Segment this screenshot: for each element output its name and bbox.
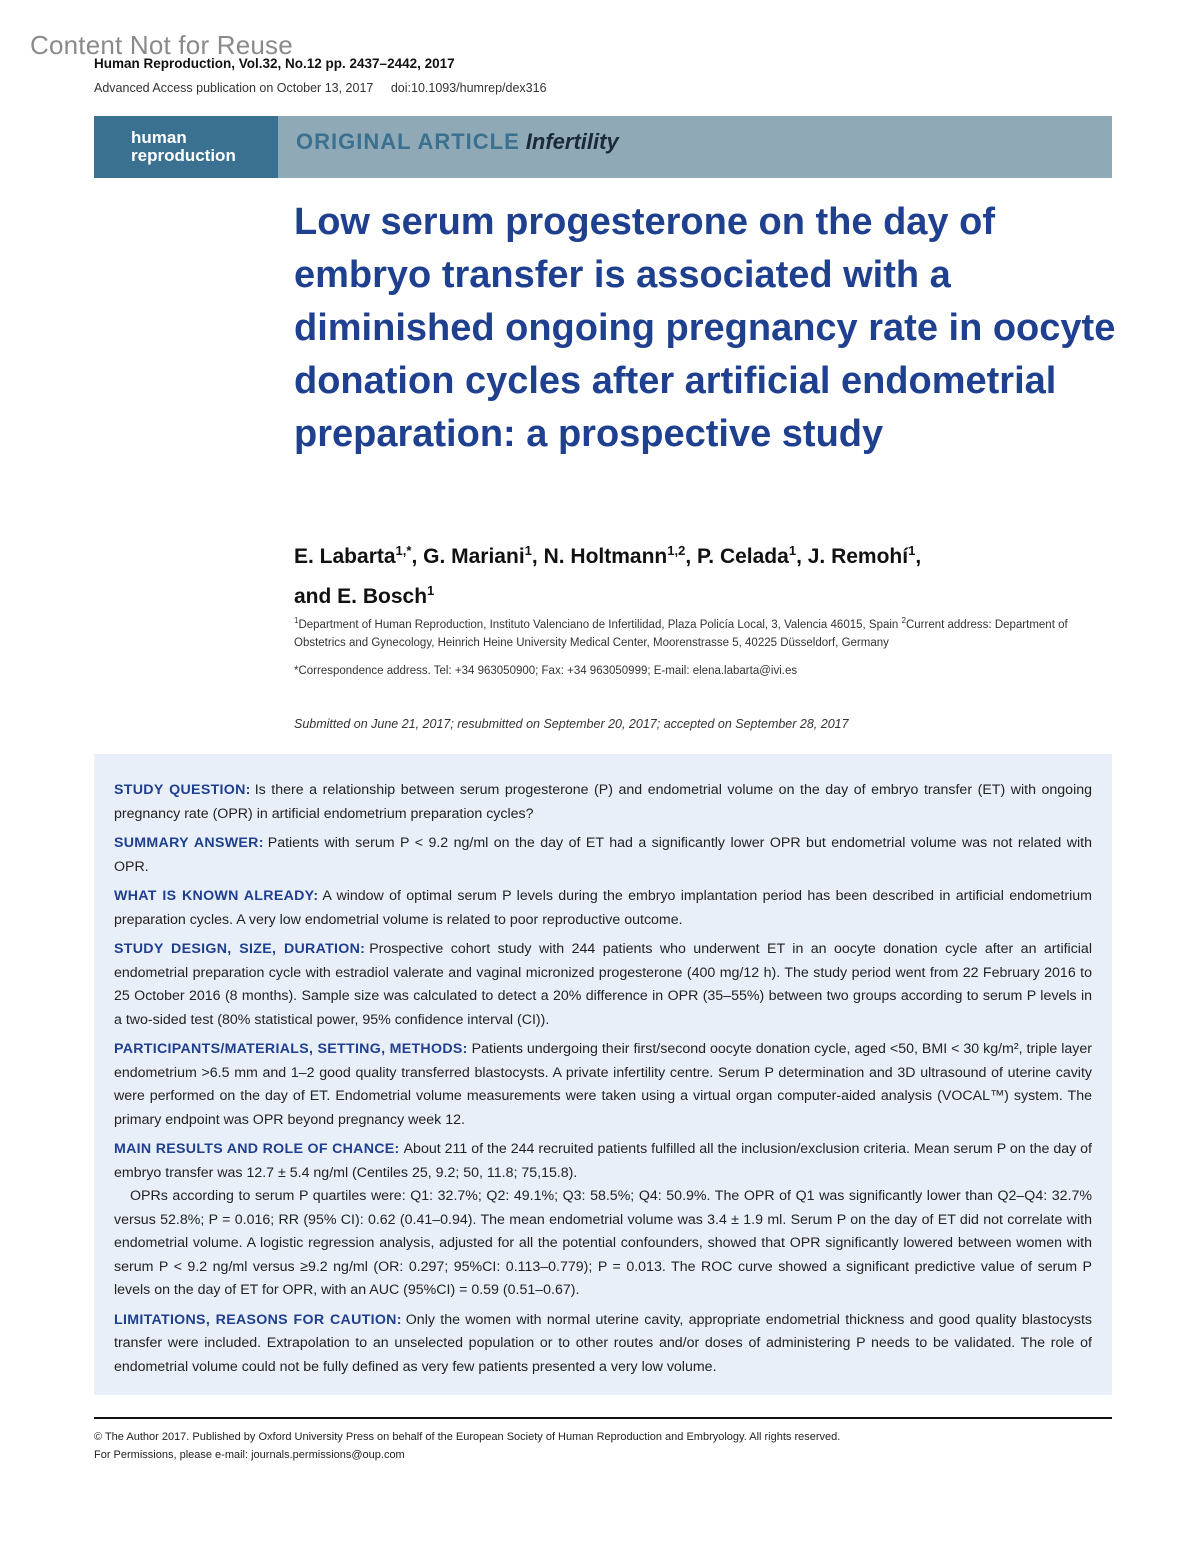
section-text: Only the women with normal uterine cavity, appropriate endometrial thickness and good quality blastocysts transfer were included. Extrapolation to an unselected population or to other routes and/or doses of administering P needs to be validated. The role of endometrial volume could not be fully defined as very few patients presented a very low volume. [114,1311,1093,1375]
section-label: STUDY QUESTION: [114,782,251,798]
abstract-summary-answer [114,832,1092,879]
abstract-study-design [114,938,1092,1032]
author-sup: 1 [427,583,435,598]
author[interactable]: J. Remohí [807,545,909,568]
watermark: Content Not for Reuse [30,30,293,60]
structured-abstract [94,754,1112,1395]
article-type [278,116,619,178]
author-sup: 1,* [395,543,412,558]
copyright-notice: © The Author 2017. Published by Oxford University Press on behalf of the European Society of Human Reproduction and Embryology. All rights reserved. [94,1431,841,1443]
submission-dates: Submitted on June 21, 2017; resubmitted on September 20, 2017; accepted on September 28, 2017 [294,717,849,731]
journal-citation: Human Reproduction, Vol.32, No.12 pp. 2437–2442, 2017 [94,56,455,71]
author-sup: 1 [788,543,797,558]
article-banner [94,116,1112,178]
section-text: Patients undergoing their first/second oocyte donation cycle, aged <50, BMI < 30 kg/m², triple layer endometrium >6.5 mm and 1–2 good quality transferred blastocysts. A private infertility centre. Serum P determination and 3D ultrasound of uterine cavity were performed on the day of ET. Endometrial volume measurements were taken using a virtual organ computer-aided analysis (VOCAL™) system. The primary endpoint was OPR beyond pregnancy week 12. [114,1041,1092,1128]
section-text: Prospective cohort study with 244 patients who underwent ET in an oocyte donation cycle after an artificial endometrial preparation cycle with estradiol valerate and vaginal micronized progesterone (400 mg/12 h). The study period went from 22 February 2016 to 25 October 2016 (8 months). Sample size was calculated to detect a 20% difference in OPR (35–55%) between two groups according to serum P levels in a two-sided test (80% statistical power, 95% confidence interval (CI)). [114,941,1092,1028]
author[interactable]: N. Holtmann [543,545,668,568]
abstract-participants [114,1038,1092,1132]
author[interactable]: P. Celada [696,545,789,568]
section-label: LIMITATIONS, REASONS FOR CAUTION: [114,1311,402,1328]
abstract-limitations [114,1309,1092,1380]
permissions-notice[interactable]: For Permissions, please e-mail: journals.permissions@oup.com [94,1449,405,1461]
author[interactable]: G. Mariani [423,545,525,568]
article-title: Low serum progesterone on the day of embryo transfer is associated with a diminished ongoing pregnancy rate in oocyte donation cycles after artificial endometrial preparation: a prospective study [294,201,1116,455]
section-text: Patients with serum P < 9.2 ng/ml on the day of ET had a significantly lower OPR but endometrial volume was not related with OPR. [114,835,1092,875]
footer [94,1428,840,1464]
abstract-known-already [114,885,1092,932]
footer-divider [94,1417,1112,1419]
author-list: E. Labarta$^{1,*}$, G. Mariani$^1$, N. Holtmann$^{1,2}$, P. Celada$^1$, J. Remohí$^1$, and E. Bosch$^1$ [294,543,922,608]
abstract-main-results [114,1138,1092,1185]
section-label: SUMMARY ANSWER: [114,835,264,851]
author-sup: 1,2 [667,543,686,558]
affiliation-2: Current address: Department of Obstetrics and Gynecology, Heinrich Heine University Medical Center, Moorenstrasse 5, 40225 Düsseldorf, Germany [294,618,1068,649]
section-label: STUDY DESIGN, SIZE, DURATION: [114,941,366,957]
author-sup: 1 [908,543,916,558]
section-label: MAIN RESULTS AND ROLE OF CHANCE: [114,1141,400,1157]
author-sup: 1 [524,543,532,558]
affiliation-1: Department of Human Reproduction, Instituto Valenciano de Infertilidad, Plaza Policía Local, 3, Valencia 46015, Spain [298,618,899,631]
correspondence: *Correspondence address. Tel: +34 963050900; Fax: +34 963050999; E-mail: elena.labarta@ivi.es [294,665,798,677]
affiliations [294,612,1094,652]
section-text: A window of optimal serum P levels during the embryo implantation period has been described in artificial endometrium preparation cycles. A very low endometrial volume is related to poor reproductive outcome. [114,888,1092,928]
author[interactable]: E. Bosch [337,585,428,608]
abstract-main-results-continued: OPRs according to serum P quartiles were: Q1: 32.7%; Q2: 49.1%; Q3: 58.5%; Q4: 50.9%. The OPR of Q1 was significantly lower than Q2–Q4: 32.7% versus 52.8%; P = 0.016; RR (95% CI): 0.62 (0.41–0.94). The mean endometrial volume was 3.4 ± 1.9 ml. Serum P on the day of ET did not correlate with endometrial volume. A logistic regression analysis, adjusted for all the potential confounders, showed that OPR significantly lowered between women with serum P < 9.2 ng/ml versus ≥9.2 ng/ml (OR: 0.297; 95%CI: 0.113–0.779); P = 0.013. The ROC curve showed a significant predictive value of serum P levels on the day of ET for OPR, with an AUC (95%CI) = 0.59 (0.51–0.67). [114,1188,1092,1298]
section-text: Is there a relationship between serum progesterone (P) and endometrial volume on the day of embryo transfer (ET) with ongoing pregnancy rate (OPR) in artificial endometrium preparation cycles? [114,782,1092,822]
author[interactable]: E. Labarta [294,545,396,568]
article-category: ORIGINAL ARTICLE [296,129,520,154]
logo-line-1: human [131,128,187,147]
affil-sup: 2 [901,616,906,625]
affil-sup: 1 [294,616,299,625]
journal-logo [94,116,278,178]
section-text: About 211 of the 244 recruited patients fulfilled all the inclusion/exclusion criteria. Mean serum P on the day of embryo transfer was 12.7 ± 5.4 ng/ml (Centiles 25, 9.2; 50, 11.8; 75,15.8). [114,1141,1093,1181]
article-subcategory: Infertility [525,129,619,154]
logo-line-2: reproduction [131,146,236,165]
doi-link[interactable]: doi:10.1093/humrep/dex316 [390,81,547,95]
advance-access: Advanced Access publication on October 13, 2017 [94,81,374,95]
access-line [94,81,547,95]
abstract-study-question [114,779,1092,826]
section-label: WHAT IS KNOWN ALREADY: [114,888,319,904]
section-label: PARTICIPANTS/MATERIALS, SETTING, METHODS: [114,1041,468,1057]
